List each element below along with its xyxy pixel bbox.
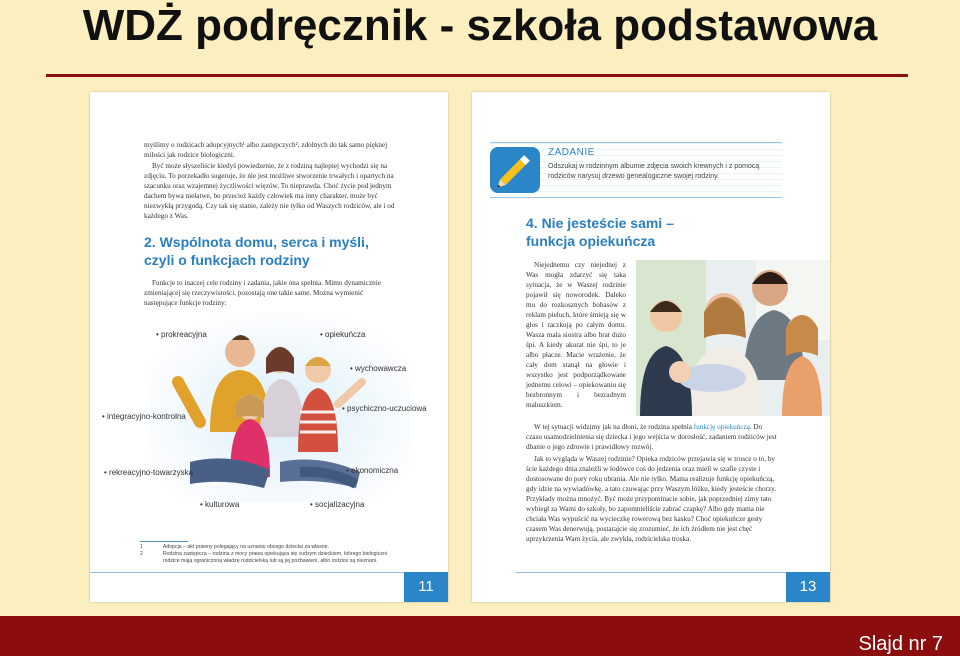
page-number-rule [516,572,830,573]
title-divider [46,74,908,77]
footnote-divider [140,541,188,542]
intro-paragraph-1: myślimy o rodzicach adopcyjnych¹ albo zastępczych², zdolnych do tak samo pięknej miłości jak rodzice biologiczni. [144,141,388,159]
footnote-text: Adopcja – akt prawny polegający na uznaniu obcego dziecka za własne. [162,544,329,550]
functions-intro: Funkcje to inaczej cele rodziny i zadania, jakie ona spełnia. Mimo dynamicznie zmieniającej się rzeczywistości, pozostają one takie same. Można wymienić następujące funkcje rodziny: [144,279,381,307]
slide-number: Slajd nr 7 [858,633,943,655]
footnotes [140,544,402,565]
task-title: ZADANIE [548,147,595,158]
footnote-1 [140,544,402,551]
function-wychowawcza: • wychowawcza [350,364,406,373]
function-prokreacyjna: • prokreacyjna [156,330,207,339]
function-ekonomiczna: • ekonomiczna [346,466,398,475]
footnote-mark: 2 [140,551,143,557]
function-psychiczno-uczuciowa: • psychiczno-uczuciowa [342,404,427,413]
book-page-right [472,92,830,602]
page-number: 13 [786,572,830,602]
column-text: Niejednemu czy niejednej z Was mogła zdarzyć się taka sytuacja, że w Waszej rodzinie pojawił się noworodek. Daleko mu do rozkosznych bobasów z reklam pieluch, które śmieją się w głos i raczkują po całym domu. Wasza mała siostra albo brat dużo śpi. A kiedy akurat nie śpi, to je albo płacze. Macie wrażenie, że cały dom stanął na głowie i wszystko jest podporządkowane jednemu celowi – opiekowaniu się bezbronnym i bezradnym maluszkiem. [526,261,626,409]
task-text: Odszukaj w rodzinnym albumie zdjęcia swoich krewnych i z pomocą rodziców narysuj drzewo genealogiczne swojej rodziny. [548,163,760,180]
highlighted-term: funkcję opiekuńczą [693,423,750,431]
function-socjalizacyjna: • socjalizacyjna [310,500,364,509]
footnote-2 [140,551,402,565]
function-rekreacyjno-towarzyska: • rekreacyjno-towarzyska [104,468,193,477]
paragraph-1-end: . Do czasu usamodzielnienia się dziecka i jego wejścia w dorosłość, zadaniem rodziców jest dbanie o jego zdrowie i prawidłowy rozwój. [526,423,777,451]
paragraph-1 [526,422,778,452]
pencil-icon [490,147,540,193]
section-heading: 2. Wspólnota domu, serca i myśli, czyli o funkcjach rodziny [144,234,369,268]
function-opiekuncza: • opiekuńcza [320,330,366,339]
function-integracyjno-kontrolna: • integracyjno-kontrolna [102,412,186,421]
section-heading: 4. Nie jesteście sami – funkcja opiekuńcza [526,215,674,249]
intro-paragraph-2: Być może słyszeliście kiedyś powiedzenie, że z rodziną najlepiej wychodzi się na zdjęciu. To porzekadło sugeruje, że nie jest możliwe stworzenie trwałych i opartych na szacunku oraz wzajemnej życzliwości więzów. To nieprawda. Choć życie pod jednym dachem bywa niełatwe, bo przecież każdy człowiek ma inny charakter, może być niezwykłą przygodą. Czy tak się stanie, zależy nie tylko od Waszych rodziców, ale i od każdego z Was. [144,162,395,220]
page-number-rule [90,572,404,573]
paragraph-2: Jak to wygląda w Waszej rodzinie? Opieka rodziców przejawia się w trosce o to, by ście każdego dnia znaleźli w lodówce coś do jedzenia oraz mieli w szafie czyste i dostosowane do pory roku ubrania. Ale nie tylko. Mama realizuje funkcję opiekuńczą, gdy idzie na wywiadówkę, a tato czuwając przy Waszym łóżku, kiedy jesteście chorzy. Przykłady można mnożyć. Być może przypominacie sobie, jak poprzedniej zimy tato wybiegł za Wami do szkoły, bo zapomnieliście zabrać czapkę? Albo gdy mama nie chciała Was wypuścić na wycieczkę rowerową bez kasku? Choć opiekuńcze gesty czasem Was denerwują, postarajcie się zrozumieć, że ich źródłem nie jest chęć uprzykrzenia Wam życia, ale zwykła, rodzicielska troska. [526,455,777,543]
book-page-left [90,92,448,602]
family-photo [636,260,830,416]
slide-title: WDŻ podręcznik - szkoła podstawowa [82,1,878,50]
paragraph-1-start: W tej sytuacji widzimy jak na dłoni, że rodzina spełnia [534,423,694,431]
footnote-text: Rodzina zastępcza – rodzina z mocy prawa opiekująca się cudzym dzieckiem, którego biologiczni rodzice mają ograniczoną władzę rodzicielską lub są jej pozbawieni, albo rodzice są nieznani. [162,551,387,564]
footer-bar [0,616,960,656]
footnote-mark: 1 [140,544,143,550]
page-number: 11 [404,572,448,602]
function-kulturowa: • kulturowa [200,500,239,509]
